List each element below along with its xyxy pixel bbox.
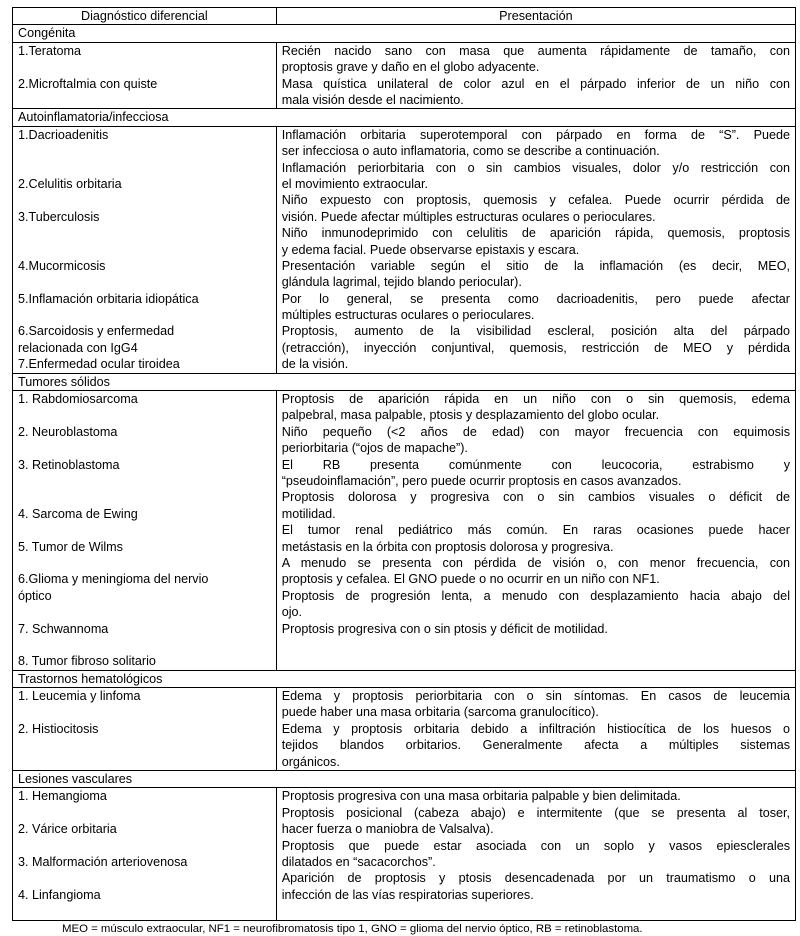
diagnosis-line: [18, 440, 271, 456]
presentation-line: hacer fuerza o maniobra de Valsalva).: [281, 822, 494, 837]
presentation-line: Edema y proptosis orbitaria debido a infiltración histiocítica de los huesos o: [281, 721, 790, 736]
presentation-line: Proptosis posicional (cabeza abajo) e intermitente (que se presenta al toser,: [281, 805, 790, 820]
section-title: Tumores sólidos: [13, 373, 796, 390]
diagnosis-line: 3. Malformación arteriovenosa: [18, 855, 188, 870]
presentation-cell: [276, 391, 795, 671]
presentation-line: ser infecciosa o auto inflamatoria, como se describe a continuación.: [281, 144, 660, 159]
presentation-line: glándula lagrimal, tejido blando periocular).: [281, 275, 522, 290]
presentation-line: mala visión desde el nacimiento.: [281, 92, 464, 107]
diagnosis-line: 7.Enfermedad ocular tiroidea: [18, 357, 180, 372]
presentation-line: [282, 653, 790, 669]
presentation-line: Inflamación periorbitaria con o sin cambios visuales, dolor y/o restricción con: [281, 160, 790, 175]
presentation-line: palpebral, masa palpable, ptosis y desplazamiento del globo ocular.: [281, 408, 660, 423]
diagnosis-line: 2.Celulitis orbitaria: [18, 176, 122, 191]
presentation-line: “pseudoinflamación”, pero puede ocurrir proptosis en casos avanzados.: [281, 474, 682, 488]
presentation-line: Masa quística unilateral de color azul en el párpado inferior de un niño con: [281, 76, 790, 91]
presentation-line: Proptosis progresiva con una masa orbitaria palpable y bien delimitada.: [281, 789, 681, 804]
diagnosis-line: 8. Tumor fibroso solitario: [18, 654, 156, 669]
presentation-line: Proptosis que puede estar asociada con un soplo y vasos epiesclerales: [281, 838, 790, 853]
diagnosis-cell: [13, 788, 277, 920]
table-row: [13, 391, 796, 671]
presentation-line: metástasis en la órbita con proptosis dolorosa y progresiva.: [281, 539, 614, 554]
diagnosis-line: 7. Schwannoma: [18, 621, 109, 636]
diagnosis-line: [18, 192, 271, 208]
diagnosis-line: 3.Tuberculosis: [18, 209, 100, 224]
presentation-line: múltiples estructuras oculares o perioculares.: [281, 308, 535, 323]
header-diagnosis: Diagnóstico diferencial: [13, 8, 277, 25]
differential-diagnosis-document: [12, 7, 796, 936]
diagnosis-line: [18, 737, 271, 753]
presentation-line: orgánicos.: [281, 754, 340, 769]
diagnosis-line: [18, 522, 271, 538]
presentation-line: proptosis y cefalea. El GNO puede o no ocurrir en un niño con NF1.: [281, 572, 660, 587]
diagnosis-line: 1.Teratoma: [18, 43, 81, 58]
table-row: [13, 42, 796, 109]
diagnosis-line: [18, 274, 271, 290]
presentation-line: Presentación variable según el sitio de la inflamación (es decir, MEO,: [281, 258, 790, 273]
table-row: [13, 126, 796, 373]
diagnosis-line: 5. Tumor de Wilms: [18, 539, 123, 554]
diagnosis-line: 4.Mucormicosis: [18, 258, 106, 273]
presentation-line: motilidad.: [281, 506, 336, 521]
footnote: MEO = músculo extraocular, NF1 = neurofibromatosis tipo 1, GNO = glioma del nervio óptico, RB = retinoblastoma.: [62, 922, 643, 935]
diagnosis-line: óptico: [18, 588, 52, 603]
section-title-row: [13, 373, 796, 390]
section-title-row: [13, 25, 796, 42]
diagnosis-line: 4. Linfangioma: [18, 887, 101, 902]
diagnosis-line: [18, 92, 271, 108]
presentation-line: tejidos blandos orbitarios. Generalmente afecta a múltiples sistemas: [281, 738, 790, 753]
diagnosis-line: [18, 307, 271, 323]
diagnosis-line: [18, 903, 271, 919]
diagnosis-line: [18, 489, 271, 505]
section-title-row: [13, 109, 796, 126]
table-row: [13, 788, 796, 920]
section-title: Lesiones vasculares: [13, 771, 796, 788]
diagnosis-line: [18, 754, 271, 770]
diagnosis-cell: [13, 42, 277, 109]
presentation-cell: [276, 126, 795, 373]
presentation-line: El RB presenta comúnmente con leucocoria, estrabismo y: [281, 457, 790, 472]
presentation-line: Proptosis progresiva con o sin ptosis y déficit de motilidad.: [281, 621, 608, 636]
presentation-line: [282, 903, 790, 919]
presentation-line: ojo.: [281, 605, 303, 620]
presentation-line: Proptosis dolorosa y progresiva con o sin cambios visuales o déficit de: [281, 490, 790, 505]
header-presentation: Presentación: [276, 8, 795, 25]
diagnosis-line: 1. Rabdomiosarcoma: [18, 392, 138, 407]
diagnosis-line: 6.Glioma y meningioma del nervio: [18, 572, 209, 587]
presentation-line: Proptosis, aumento de la visibilidad escleral, posición alta del párpado: [281, 324, 790, 339]
presentation-line: Recién nacido sano con masa que aumenta rápidamente de tamaño, con: [281, 43, 790, 58]
presentation-line: puede haber una masa orbitaria (sarcoma granulocítico).: [281, 705, 599, 720]
table-header-row: [13, 8, 796, 25]
diagnosis-line: [18, 637, 271, 653]
diagnosis-line: 5.Inflamación orbitaria idiopática: [18, 291, 199, 306]
diagnosis-line: [18, 59, 271, 75]
presentation-cell: [276, 788, 795, 920]
diagnosis-line: 1.Dacrioadenitis: [18, 127, 109, 142]
diagnosis-line: relacionada con IgG4: [18, 340, 138, 355]
diagnosis-line: [18, 225, 271, 241]
diagnosis-line: [18, 160, 271, 176]
diagnosis-line: [18, 555, 271, 571]
diagnosis-line: 1. Hemangioma: [18, 789, 107, 804]
diagnosis-cell: [13, 391, 277, 671]
diagnosis-line: [18, 870, 271, 886]
section-title: Autoinflamatoria/infecciosa: [13, 109, 796, 126]
presentation-cell: [276, 688, 795, 771]
presentation-cell: [276, 42, 795, 109]
presentation-line: proptosis grave y daño en el globo adyacente.: [281, 60, 540, 75]
diagnosis-line: [18, 704, 271, 720]
presentation-line: periorbitaria (“ojos de mapache”).: [281, 441, 468, 456]
diagnosis-line: 2. Neuroblastoma: [18, 424, 118, 439]
diagnosis-line: [18, 805, 271, 821]
presentation-line: Niño inmunodeprimido con celulitis de aparición rápida, quemosis, proptosis: [281, 226, 790, 241]
presentation-line: Niño pequeño (<2 años de edad) con mayor frecuencia con equimosis: [281, 424, 790, 439]
presentation-line: (retracción), inyección conjuntival, quemosis, restricción de MEO y pérdida: [281, 340, 790, 355]
presentation-line: Niño expuesto con proptosis, quemosis y cefalea. Puede ocurrir pérdida de: [281, 193, 790, 208]
presentation-line: Edema y proptosis periorbitaria con o sin síntomas. En casos de leucemia: [281, 689, 790, 704]
diagnosis-line: [18, 473, 271, 489]
diagnosis-line: [18, 407, 271, 423]
differential-diagnosis-table: [12, 7, 796, 921]
section-title: Congénita: [13, 25, 796, 42]
presentation-line: El tumor renal pediátrico más común. En raras ocasiones puede hacer: [281, 523, 790, 538]
diagnosis-line: 1. Leucemia y linfoma: [18, 689, 141, 704]
presentation-line: Proptosis de progresión lenta, a menudo con desplazamiento hacia abajo del: [281, 588, 790, 603]
diagnosis-line: [18, 143, 271, 159]
presentation-line: infección de las vías respiratorias superiores.: [281, 887, 534, 902]
diagnosis-line: 2.Microftalmia con quiste: [18, 76, 158, 91]
presentation-line: Aparición de proptosis y ptosis desencadenada por un traumatismo o una: [281, 871, 790, 886]
presentation-line: y edema facial. Puede observarse epistaxis y escara.: [281, 242, 580, 257]
presentation-line: el movimiento extraocular.: [281, 176, 429, 191]
table-row: [13, 688, 796, 771]
presentation-line: Por lo general, se presenta como dacrioadenitis, pero puede afectar: [281, 291, 790, 306]
presentation-line: A menudo se presenta con pérdida de visión o, con menor frecuencia, con: [281, 555, 790, 570]
diagnosis-line: [18, 242, 271, 258]
presentation-line: dilatados en “sacacorchos”.: [281, 855, 436, 870]
presentation-line: Proptosis de aparición rápida en un niño con o sin quemosis, edema: [281, 392, 790, 407]
diagnosis-line: 2. Histiocitosis: [18, 721, 99, 736]
diagnosis-line: 6.Sarcoidosis y enfermedad: [18, 324, 175, 339]
presentation-line: visión. Puede afectar múltiples estructuras oculares o perioculares.: [281, 209, 656, 224]
diagnosis-cell: [13, 688, 277, 771]
presentation-line: Inflamación orbitaria superotemporal con párpado en forma de “S”. Puede: [281, 127, 790, 142]
diagnosis-line: 3. Retinoblastoma: [18, 457, 120, 472]
section-title-row: [13, 670, 796, 687]
diagnosis-line: [18, 604, 271, 620]
diagnosis-line: 4. Sarcoma de Ewing: [18, 506, 138, 521]
section-title-row: [13, 771, 796, 788]
presentation-line: de la visión.: [281, 357, 349, 372]
diagnosis-line: [18, 838, 271, 854]
section-title: Trastornos hematológicos: [13, 670, 796, 687]
diagnosis-cell: [13, 126, 277, 373]
presentation-line: [282, 637, 790, 653]
diagnosis-line: 2. Várice orbitaria: [18, 822, 117, 837]
